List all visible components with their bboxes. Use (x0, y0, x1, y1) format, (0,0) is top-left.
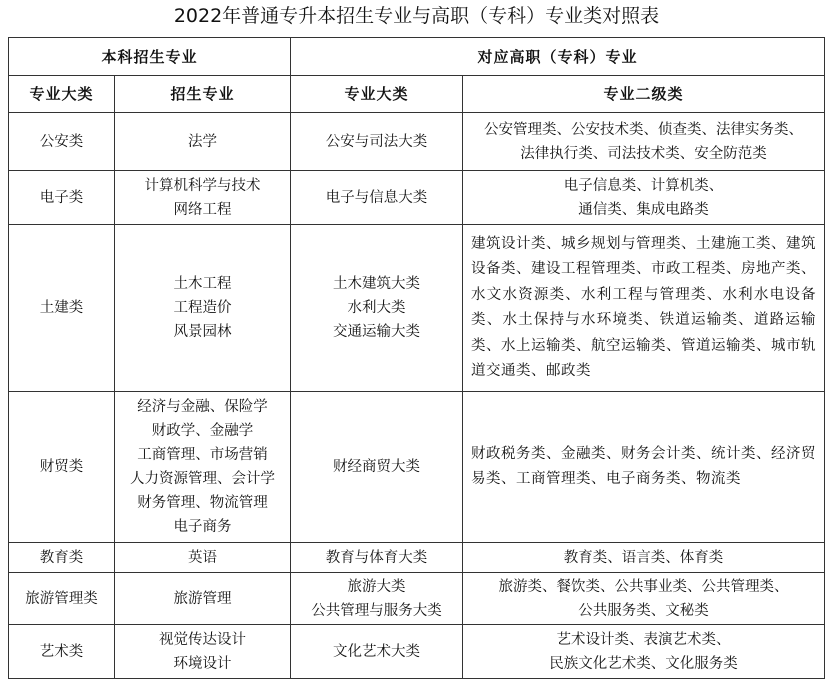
enroll-major: 法学 (188, 133, 217, 150)
enroll-majors-cell (115, 573, 291, 625)
header-enroll-major: 招生专业 (115, 76, 291, 113)
voc-second-level-cell (463, 171, 825, 225)
voc-class: 交通运输大类 (333, 324, 421, 340)
document-title: 2022年普通专升本招生专业与高职（专科）专业类对照表 (173, 5, 660, 27)
voc-line: 法律执行类、司法技术类、安全防范类 (520, 145, 767, 162)
table-row (9, 543, 825, 573)
enroll-major: 工商管理、市场营销 (137, 447, 268, 463)
group-header-row (9, 38, 825, 76)
enroll-major: 网络工程 (173, 201, 232, 218)
voc-class-cell (291, 171, 463, 225)
major-class-cell: 电子类 (9, 171, 115, 225)
voc-class: 文化艺术大类 (333, 643, 421, 660)
voc-class-cell (291, 543, 463, 573)
voc-class-cell (291, 113, 463, 171)
voc-second-level-cell (463, 625, 825, 679)
voc-line: 旅游类、餐饮类、公共事业类、公共管理类、 (498, 578, 789, 595)
major-class-cell: 土建类 (9, 225, 115, 392)
undergraduate-group-header: 本科招生专业 (9, 38, 291, 76)
enroll-majors-cell (115, 171, 291, 225)
voc-class-cell (291, 392, 463, 543)
table-row (9, 392, 825, 543)
enroll-major: 环境设计 (173, 655, 232, 672)
voc-class: 土木建筑大类 (333, 276, 421, 292)
voc-class: 电子与信息大类 (325, 189, 428, 206)
enroll-majors-cell (115, 113, 291, 171)
voc-class-cell (291, 225, 463, 392)
enroll-major: 经济与金融、保险学 (137, 399, 268, 415)
voc-line: 电子信息类、计算机类、 (563, 177, 724, 194)
enroll-major: 计算机科学与技术 (144, 177, 261, 194)
voc-second-level-cell (463, 573, 825, 625)
voc-second-level-cell: 建筑设计类、城乡规划与管理类、土建施工类、建筑设备类、建设工程管理类、市政工程类、房地产类、水文水资源类、水利工程与管理类、水利水电设备类、水土保持与水环境类、铁道运输类、道路运输类、水上运输类、航空运输类、管道运输类、城市轨道交通类、邮政类 (463, 225, 825, 392)
major-class-cell: 公安类 (9, 113, 115, 171)
header-voc-major-class: 专业大类 (291, 76, 463, 113)
voc-class: 公共管理与服务大类 (311, 602, 442, 619)
voc-second-level-cell (463, 543, 825, 573)
enroll-major: 风景园林 (173, 324, 232, 340)
enroll-major: 人力资源管理、会计学 (130, 471, 275, 487)
major-class-cell: 旅游管理类 (9, 573, 115, 625)
enroll-major: 财政学、金融学 (151, 423, 254, 439)
table-row (9, 171, 825, 225)
voc-second-level-cell (463, 113, 825, 171)
voc-class: 旅游大类 (347, 578, 406, 595)
column-header-row (9, 76, 825, 113)
voc-class-cell (291, 573, 463, 625)
enroll-major: 土木工程 (173, 276, 232, 292)
enroll-major: 英语 (188, 549, 217, 566)
major-class-cell: 教育类 (9, 543, 115, 573)
enroll-majors-cell (115, 392, 291, 543)
vocational-group-header: 对应高职（专科）专业 (291, 38, 825, 76)
major-class-cell: 艺术类 (9, 625, 115, 679)
voc-second-level-cell: 财政税务类、金融类、财务会计类、统计类、经济贸易类、工商管理类、电子商务类、物流类 (463, 392, 825, 543)
table-row (9, 625, 825, 679)
voc-line: 艺术设计类、表演艺术类、 (556, 631, 731, 648)
header-voc-second-level: 专业二级类 (463, 76, 825, 113)
voc-class: 公安与司法大类 (325, 133, 428, 150)
enroll-major: 工程造价 (173, 300, 232, 316)
table-row (9, 113, 825, 171)
voc-class-cell (291, 625, 463, 679)
voc-line: 民族文化艺术类、文化服务类 (549, 655, 738, 672)
voc-line: 公安管理类、公安技术类、侦查类、法律实务类、 (484, 121, 804, 138)
table-row (9, 225, 825, 392)
enroll-major: 旅游管理 (173, 590, 232, 607)
header-major-class: 专业大类 (9, 76, 115, 113)
voc-class: 财经商贸大类 (333, 459, 421, 475)
voc-class: 水利大类 (347, 300, 406, 316)
voc-line: 公共服务类、文秘类 (578, 602, 709, 619)
enroll-majors-cell (115, 543, 291, 573)
major-mapping-table (8, 37, 825, 679)
enroll-majors-cell (115, 625, 291, 679)
voc-class: 教育与体育大类 (325, 549, 428, 566)
enroll-major: 电子商务 (173, 519, 232, 535)
voc-line: 通信类、集成电路类 (578, 201, 709, 218)
table-row (9, 573, 825, 625)
major-class-cell: 财贸类 (9, 392, 115, 543)
voc-line: 教育类、语言类、体育类 (563, 549, 724, 566)
enroll-major: 视觉传达设计 (159, 631, 246, 648)
enroll-majors-cell (115, 225, 291, 392)
enroll-major: 财务管理、物流管理 (137, 495, 268, 511)
